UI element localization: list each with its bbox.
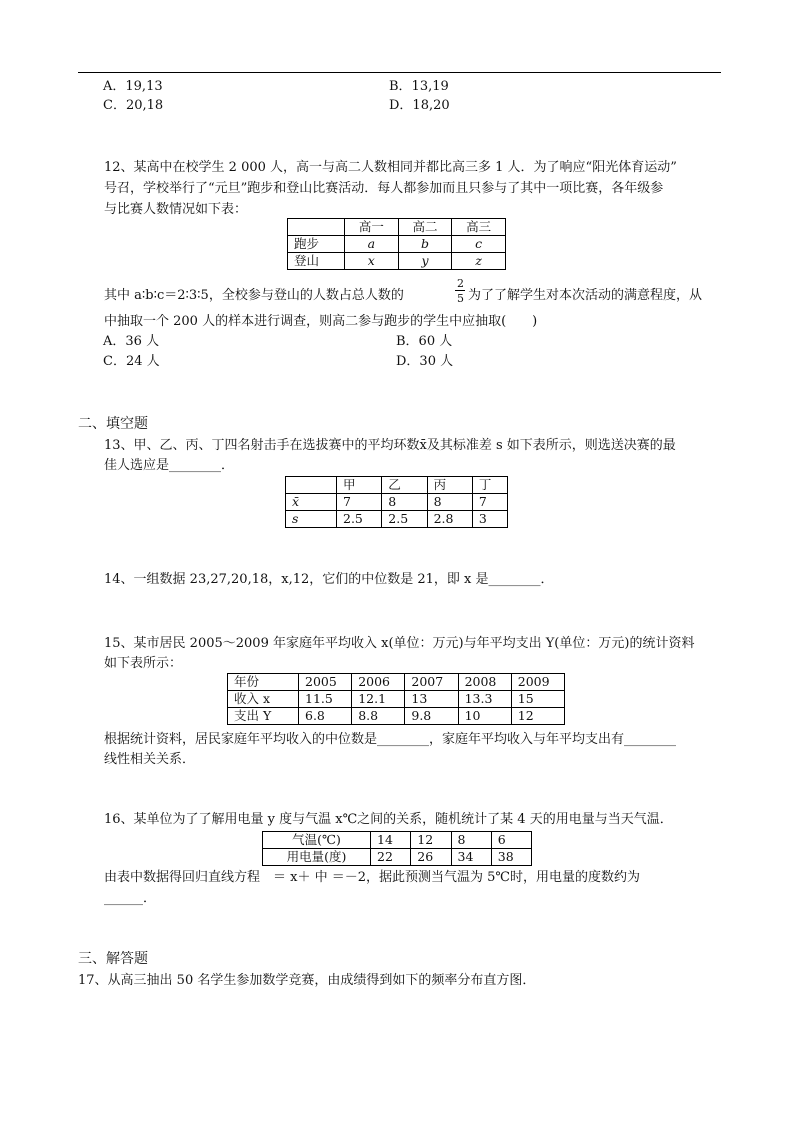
q16-line1: 16、某单位为了了解用电量 y 度与气温 x℃之间的关系，随机统计了某 4 天的用电量与当天气温． [104,812,673,827]
q13-line1: 13、甲、乙、丙、丁四名射击手在选拔赛中的平均环数x̄及其标准差 s 如下表所示，则选送决赛的最 [104,438,676,453]
table-cell: 2.5 [382,511,427,528]
table-cell [288,219,345,236]
table-row [228,708,565,725]
table-row [288,253,506,270]
table-header: 高三 [452,219,506,236]
table-header: 用电量(度) [263,849,371,866]
q14-text: 14、一组数据 23,27,20,18，x,12，它们的中位数是 21，即 x 是________． [104,572,554,587]
table-cell: 15 [511,691,564,708]
q13-table [285,476,508,528]
table-cell: 2.8 [427,511,472,528]
table-cell [345,236,399,253]
q16-table [262,831,532,866]
fraction-denominator: 5 [457,292,464,305]
q12-option-b: B．60 人 [396,334,453,349]
table-header: 2009 [511,674,564,691]
table-header: 2007 [405,674,458,691]
table-row [288,236,506,253]
q12-line4b: 为了了解学生对本次活动的满意程度，从 [468,288,703,303]
table-header: 丙 [427,477,472,494]
table-cell [398,236,452,253]
q11-option-a: A．19,13 [103,79,163,94]
q12-line2: 号召，学校举行了“元旦”跑步和登山比赛活动．每人都参加而且只参与了其中一项比赛，各年级参 [104,181,664,196]
fraction-bar [455,290,465,291]
var-z: z [475,253,482,268]
table-cell: 14 [371,832,411,849]
table-cell: 12 [411,832,451,849]
table-cell: 13 [405,691,458,708]
table-row [228,674,565,691]
table-row [288,219,506,236]
table-row [286,477,508,494]
q12-table [287,218,506,270]
table-header: 乙 [382,477,427,494]
table-cell: 8 [382,494,427,511]
mean-symbol: x̄ [292,494,300,509]
q11-option-b: B．13,19 [389,79,449,94]
table-cell: 22 [371,849,411,866]
stddev-symbol: s [292,511,299,526]
table-cell: 13.3 [458,691,511,708]
table-cell: 9.8 [405,708,458,725]
var-y: y [421,253,429,268]
table-cell: 6 [491,832,531,849]
table-header: 气温(℃) [263,832,371,849]
table-header: 2008 [458,674,511,691]
table-cell: 6.8 [299,708,352,725]
table-row [286,494,508,511]
q15-line4: 线性相关关系． [104,752,196,767]
table-row [286,511,508,528]
q15-line3: 根据统计资料，居民家庭年平均收入的中位数是________，家庭年平均收入与年平均支出有________ [104,732,677,747]
table-header: 高二 [398,219,452,236]
q13-line2: 佳人选应是________． [104,458,235,473]
header-rule [78,72,721,73]
table-cell: 8 [427,494,472,511]
q17-text: 17、从高三抽出 50 名学生参加数学竞赛，由成绩得到如下的频率分布直方图． [78,973,536,988]
table-cell: 11.5 [299,691,352,708]
q15-line1: 15、某市居民 2005～2009 年家庭年平均收入 x(单位：万元)与年平均支出 Y(单位：万元)的统计资料 [104,636,695,651]
q12-line5: 中抽取一个 200 人的样本进行调查，则高二参与跑步的学生中应抽取( ) [104,314,538,329]
table-cell [286,477,337,494]
table-cell [452,253,506,270]
table-header: 2006 [352,674,405,691]
q16-line3: ______． [104,891,157,906]
var-b: b [420,236,429,251]
table-row [263,832,532,849]
table-row [228,691,565,708]
table-cell: 收入 x [228,691,299,708]
q12-line4a: 其中 a∶b∶c＝2∶3∶5，全校参与登山的人数占总人数的 [104,288,404,303]
var-a: a [367,236,376,251]
q12-option-a: A．36 人 [103,334,160,349]
table-cell: 12.1 [352,691,405,708]
table-cell: 2.5 [337,511,382,528]
table-cell: 38 [491,849,531,866]
var-x: x [367,253,375,268]
table-cell [452,236,506,253]
q11-option-c: C．20,18 [103,98,164,113]
table-cell [345,253,399,270]
table-cell: 12 [511,708,564,725]
table-cell: 7 [337,494,382,511]
table-cell: 26 [411,849,451,866]
table-header: 高一 [345,219,399,236]
table-cell [286,494,337,511]
table-cell: 支出 Y [228,708,299,725]
section-title-fill-blank: 二、填空题 [78,416,148,432]
q12-line1: 12、某高中在校学生 2 000 人，高一与高二人数相同并都比高三多 1 人．为了响应“阳光体育运动” [104,160,677,175]
table-cell: 10 [458,708,511,725]
q12-option-c: C．24 人 [103,354,160,369]
table-header: 丁 [472,477,507,494]
table-cell: 跑步 [288,236,345,253]
q16-line2: 由表中数据得回归直线方程 ＝ x＋ 中 ＝－2，据此预测当气温为 5℃时，用电量的度数约为 [104,870,640,885]
table-header: 甲 [337,477,382,494]
table-cell: 7 [472,494,507,511]
table-cell [286,511,337,528]
fraction-numerator: 2 [457,277,464,290]
var-c: c [475,236,483,251]
q12-option-d: D．30 人 [396,354,454,369]
table-cell [398,253,452,270]
table-cell: 登山 [288,253,345,270]
table-row [263,849,532,866]
table-cell: 3 [472,511,507,528]
table-cell: 8.8 [352,708,405,725]
table-cell: 34 [451,849,491,866]
q15-table [227,673,565,725]
q12-line3: 与比赛人数情况如下表： [104,202,248,217]
q11-option-d: D．18,20 [389,98,450,113]
table-header: 2005 [299,674,352,691]
table-cell: 8 [451,832,491,849]
q15-line2: 如下表所示： [104,656,183,671]
table-header: 年份 [228,674,299,691]
section-title-solve: 三、解答题 [78,951,148,967]
